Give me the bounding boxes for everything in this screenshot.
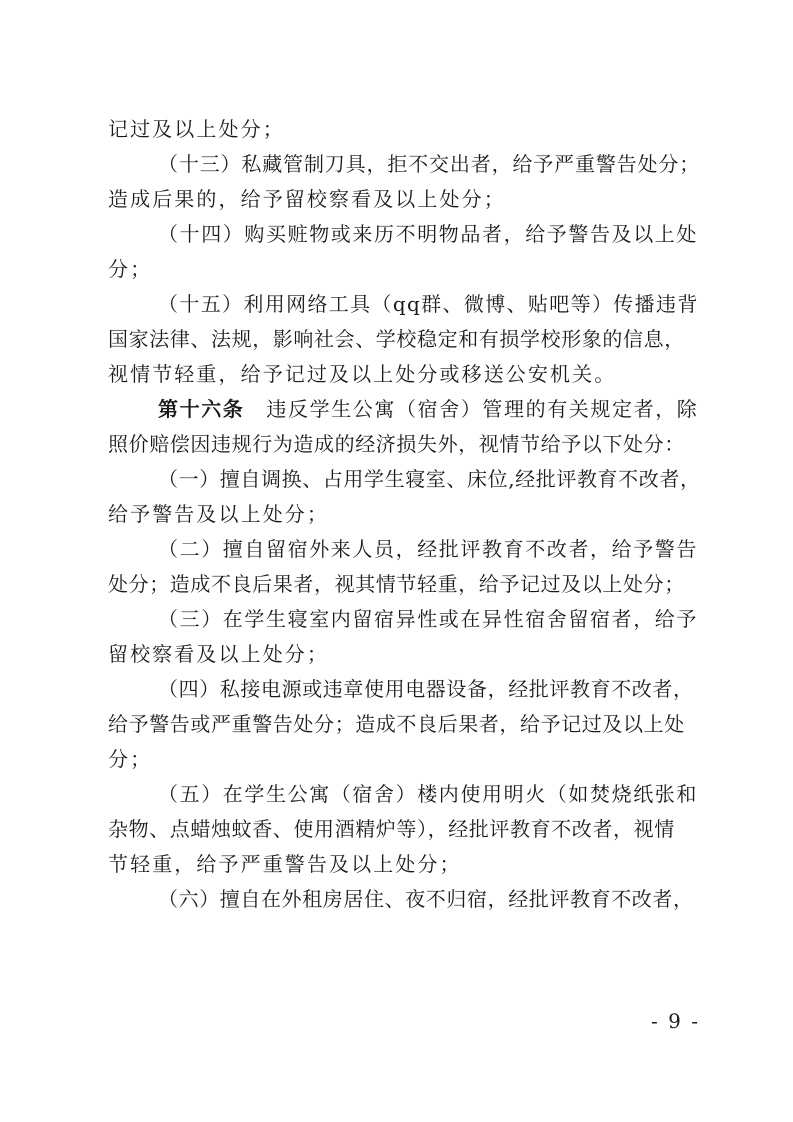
text-line: 国家法律、法规，影响社会、学校稳定和有损学校形象的信息， [108, 327, 685, 351]
text-line: 造成后果的，给予留校察看及以上处分； [108, 187, 506, 211]
page-number: - 9 - [651, 1009, 700, 1033]
clause-6-line: （六）擅自在外租房居住、夜不归宿，经批评教育不改者， [158, 887, 694, 911]
clause-13-line: （十三）私藏管制刀具，拒不交出者，给予严重警告处分； [158, 152, 701, 176]
text-line: 照价赔偿因违规行为造成的经济损失外，视情节给予以下处分： [108, 432, 685, 456]
text-line: 给予警告或严重警告处分；造成不良后果者，给予记过及以上处 [108, 712, 685, 736]
text-line: 留校察看及以上处分； [108, 642, 329, 666]
clause-3-line: （三）在学生寝室内留宿异性或在异性宿舍留宿者，给予 [158, 607, 698, 631]
document-body [108, 112, 700, 917]
clause-1-line: （一）擅自调换、占用学生寝室、床位,经批评教育不改者， [158, 467, 701, 491]
text-line: 分； [108, 257, 153, 281]
article-16-heading: 第十六条 [158, 397, 245, 421]
text-line: 处分；造成不良后果者，视其情节轻重，给予记过及以上处分； [108, 572, 685, 596]
clause-2-line: （二）擅自留宿外来人员，经批评教育不改者，给予警告 [158, 537, 698, 561]
article-16-line [108, 392, 700, 427]
text-line: 分； [108, 747, 153, 771]
clause-4-line: （四）私接电源或违章使用电器设备，经批评教育不改者， [158, 677, 694, 701]
article-16-text: 违反学生公寓（宿舍）管理的有关规定者，除 [266, 397, 699, 421]
clause-5-line: （五）在学生公寓（宿舍）楼内使用明火（如焚烧纸张和 [158, 782, 698, 806]
clause-14-line: （十四）购买赃物或来历不明物品者，给予警告及以上处 [158, 222, 698, 246]
clause-15-line: （十五）利用网络工具（qq群、微博、贴吧等）传播违背 [158, 292, 699, 316]
text-line: 杂物、点蜡烛蚊香、使用酒精炉等），经批评教育不改者，视情 [108, 817, 675, 841]
text-line: 记过及以上处分； [108, 117, 285, 141]
text-line: 给予警告及以上处分； [108, 502, 329, 526]
text-line: 视情节轻重，给予记过及以上处分或移送公安机关。 [108, 362, 617, 386]
text-line: 节轻重，给予严重警告及以上处分； [108, 852, 462, 876]
